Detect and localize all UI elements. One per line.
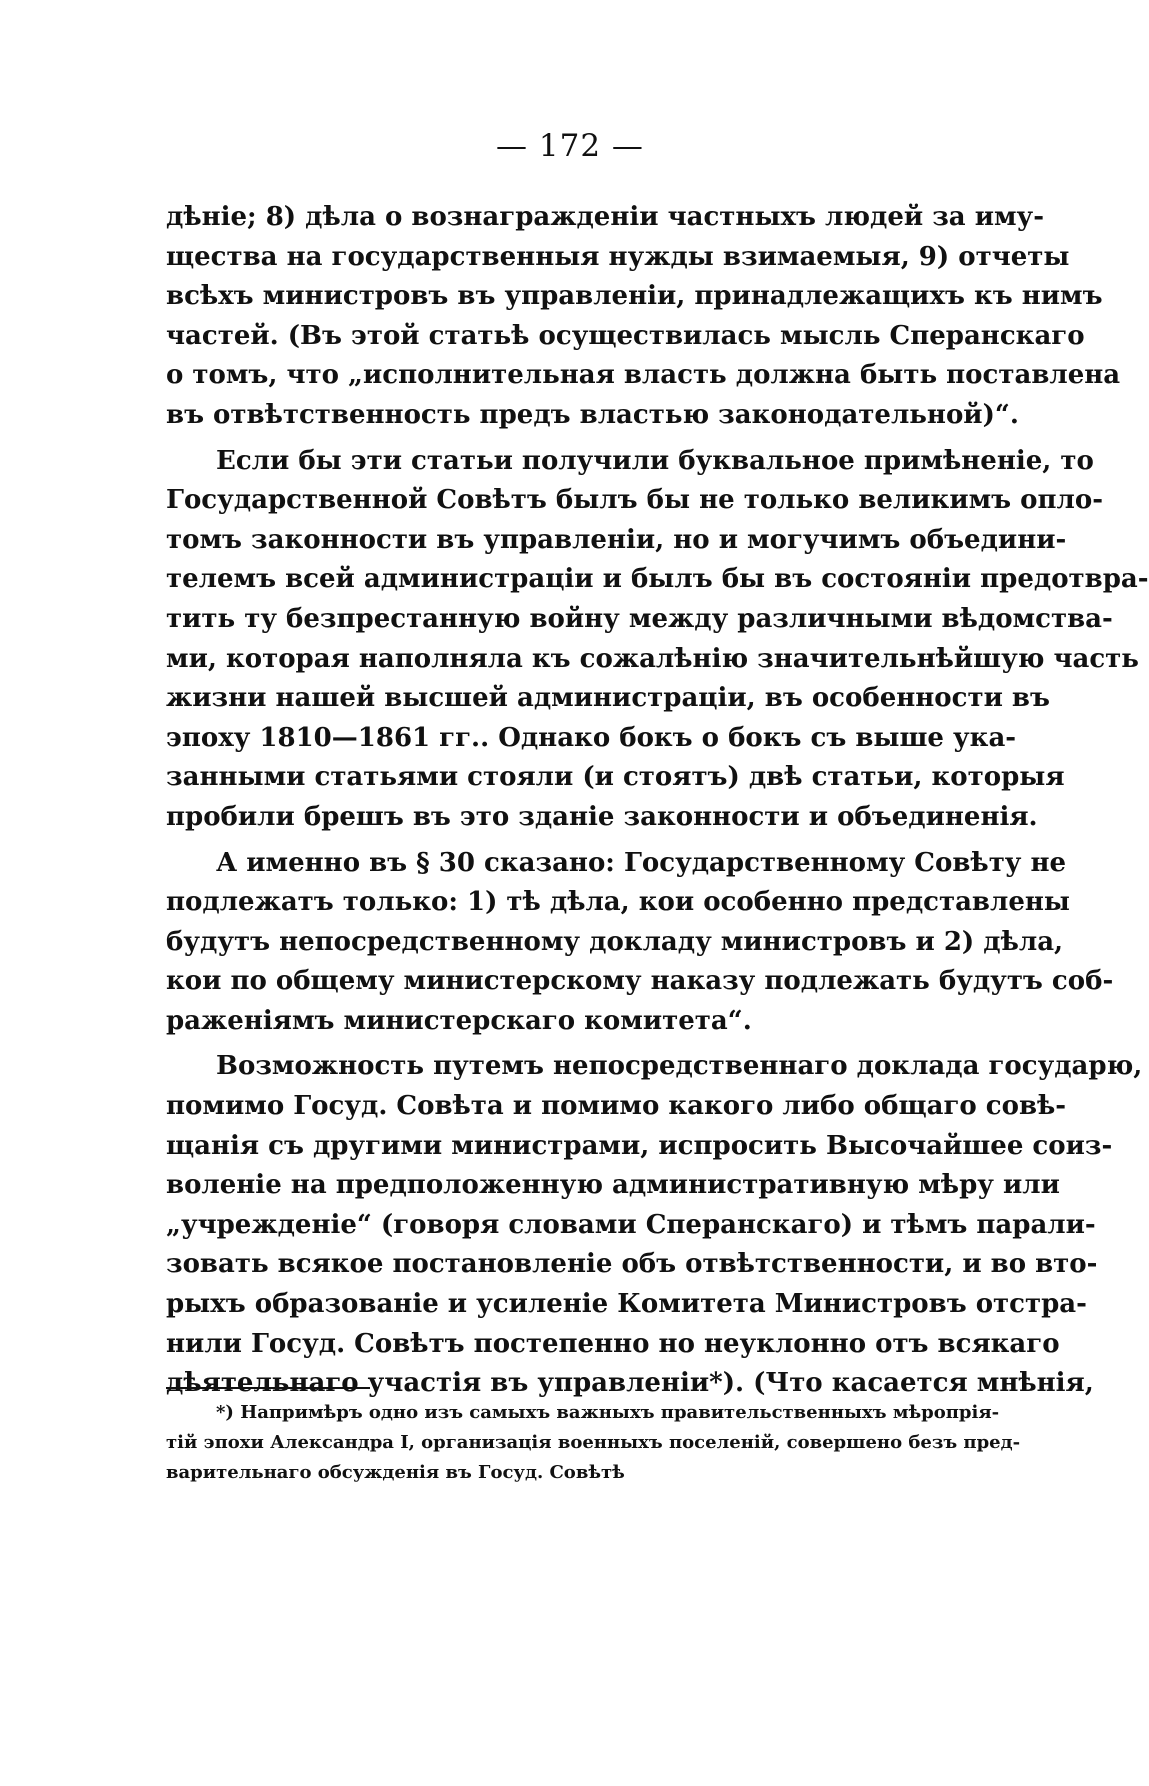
paragraph <box>166 442 1149 838</box>
text-line: всѣхъ министровъ въ управленіи, принадлежащихъ къ нимъ <box>166 281 1103 312</box>
text-line: Возможность путемъ непосредственнаго доклада государю, <box>216 1051 1143 1082</box>
footnote-line: *) Напримѣръ одно изъ самыхъ важныхъ правительственныхъ мѣропрія- <box>216 1402 1000 1423</box>
text-line: щества на государственныя нужды взимаемыя, 9) отчеты <box>166 241 1070 272</box>
paragraph <box>166 1047 1143 1403</box>
text-line: „учрежденіе“ (говоря словами Сперанскаго) и тѣмъ парали- <box>166 1209 1096 1240</box>
text-line: частей. (Въ этой статьѣ осуществилась мысль Сперанскаго <box>166 320 1085 351</box>
text-line: помимо Госуд. Совѣта и помимо какого либо общаго совѣ- <box>166 1091 1067 1122</box>
text-line: Если бы эти статьи получили буквальное примѣненіе, то <box>216 445 1094 476</box>
text-line: пробили брешъ въ это зданіе законности и объединенія. <box>166 801 1038 832</box>
text-line: А именно въ § 30 сказано: Государственному Совѣту не <box>216 847 1067 878</box>
text-line: о томъ, что „исполнительная власть должна быть поставлена <box>166 360 1121 391</box>
footnote-line: тій эпохи Александра I, организація военныхъ поселеній, совершено безъ пред- <box>166 1432 1021 1453</box>
text-line: будутъ непосредственному докладу министровъ и 2) дѣла, <box>166 926 1064 957</box>
text-line: тить ту безпрестанную войну между различными вѣдомства- <box>166 603 1113 634</box>
footnote-line: варительнаго обсужденія въ Госуд. Совѣтѣ <box>166 1462 625 1483</box>
footnote <box>166 1398 1021 1488</box>
text-line: зовать всякое постановленіе объ отвѣтственности, и во вто- <box>166 1249 1098 1280</box>
page-number: — 172 — <box>496 128 644 164</box>
text-line: занными статьями стояли (и стоятъ) двѣ статьи, которыя <box>166 762 1065 793</box>
text-line: томъ законности въ управленіи, но и могучимъ объедини- <box>166 524 1067 555</box>
text-line: воленіе на предположенную административную мѣру или <box>166 1170 1060 1201</box>
paragraph <box>166 198 1121 436</box>
text-line: кои по общему министерскому наказу подлежать будутъ соб- <box>166 966 1114 997</box>
text-line: дѣятельнаго участія въ управленіи*). (Что касается мнѣнія, <box>166 1368 1094 1399</box>
text-line: нили Госуд. Совѣтъ постепенно но неуклонно отъ всякаго <box>166 1328 1060 1359</box>
text-line: подлежатъ только: 1) тѣ дѣла, кои особенно представлены <box>166 887 1070 918</box>
text-line: жизни нашей высшей администраціи, въ особенности въ <box>166 683 1050 714</box>
text-line: въ отвѣтственность предъ властью законодательной)“. <box>166 399 1019 430</box>
text-line: эпоху 1810—1861 гг.. Однако бокъ о бокъ съ выше ука- <box>166 722 1017 753</box>
text-line: Государственной Совѣтъ былъ бы не только великимъ опло- <box>166 485 1104 516</box>
text-line: раженіямъ министерскаго комитета“. <box>166 1005 752 1036</box>
text-line: дѣніе; 8) дѣла о вознагражденіи частныхъ людей за иму- <box>166 202 1044 232</box>
footnote-divider <box>166 1387 370 1389</box>
text-line: рыхъ образованіе и усиленіе Комитета Министровъ отстра- <box>166 1289 1087 1320</box>
text-line: ми, которая наполняла къ сожалѣнію значительнѣйшую часть <box>166 643 1139 674</box>
paragraph <box>166 844 1114 1042</box>
body-text <box>166 198 1149 1410</box>
text-line: телемъ всей администраціи и былъ бы въ состояніи предотвра- <box>166 564 1149 595</box>
text-line: щанія съ другими министрами, испросить Высочайшее соиз- <box>166 1130 1113 1161</box>
